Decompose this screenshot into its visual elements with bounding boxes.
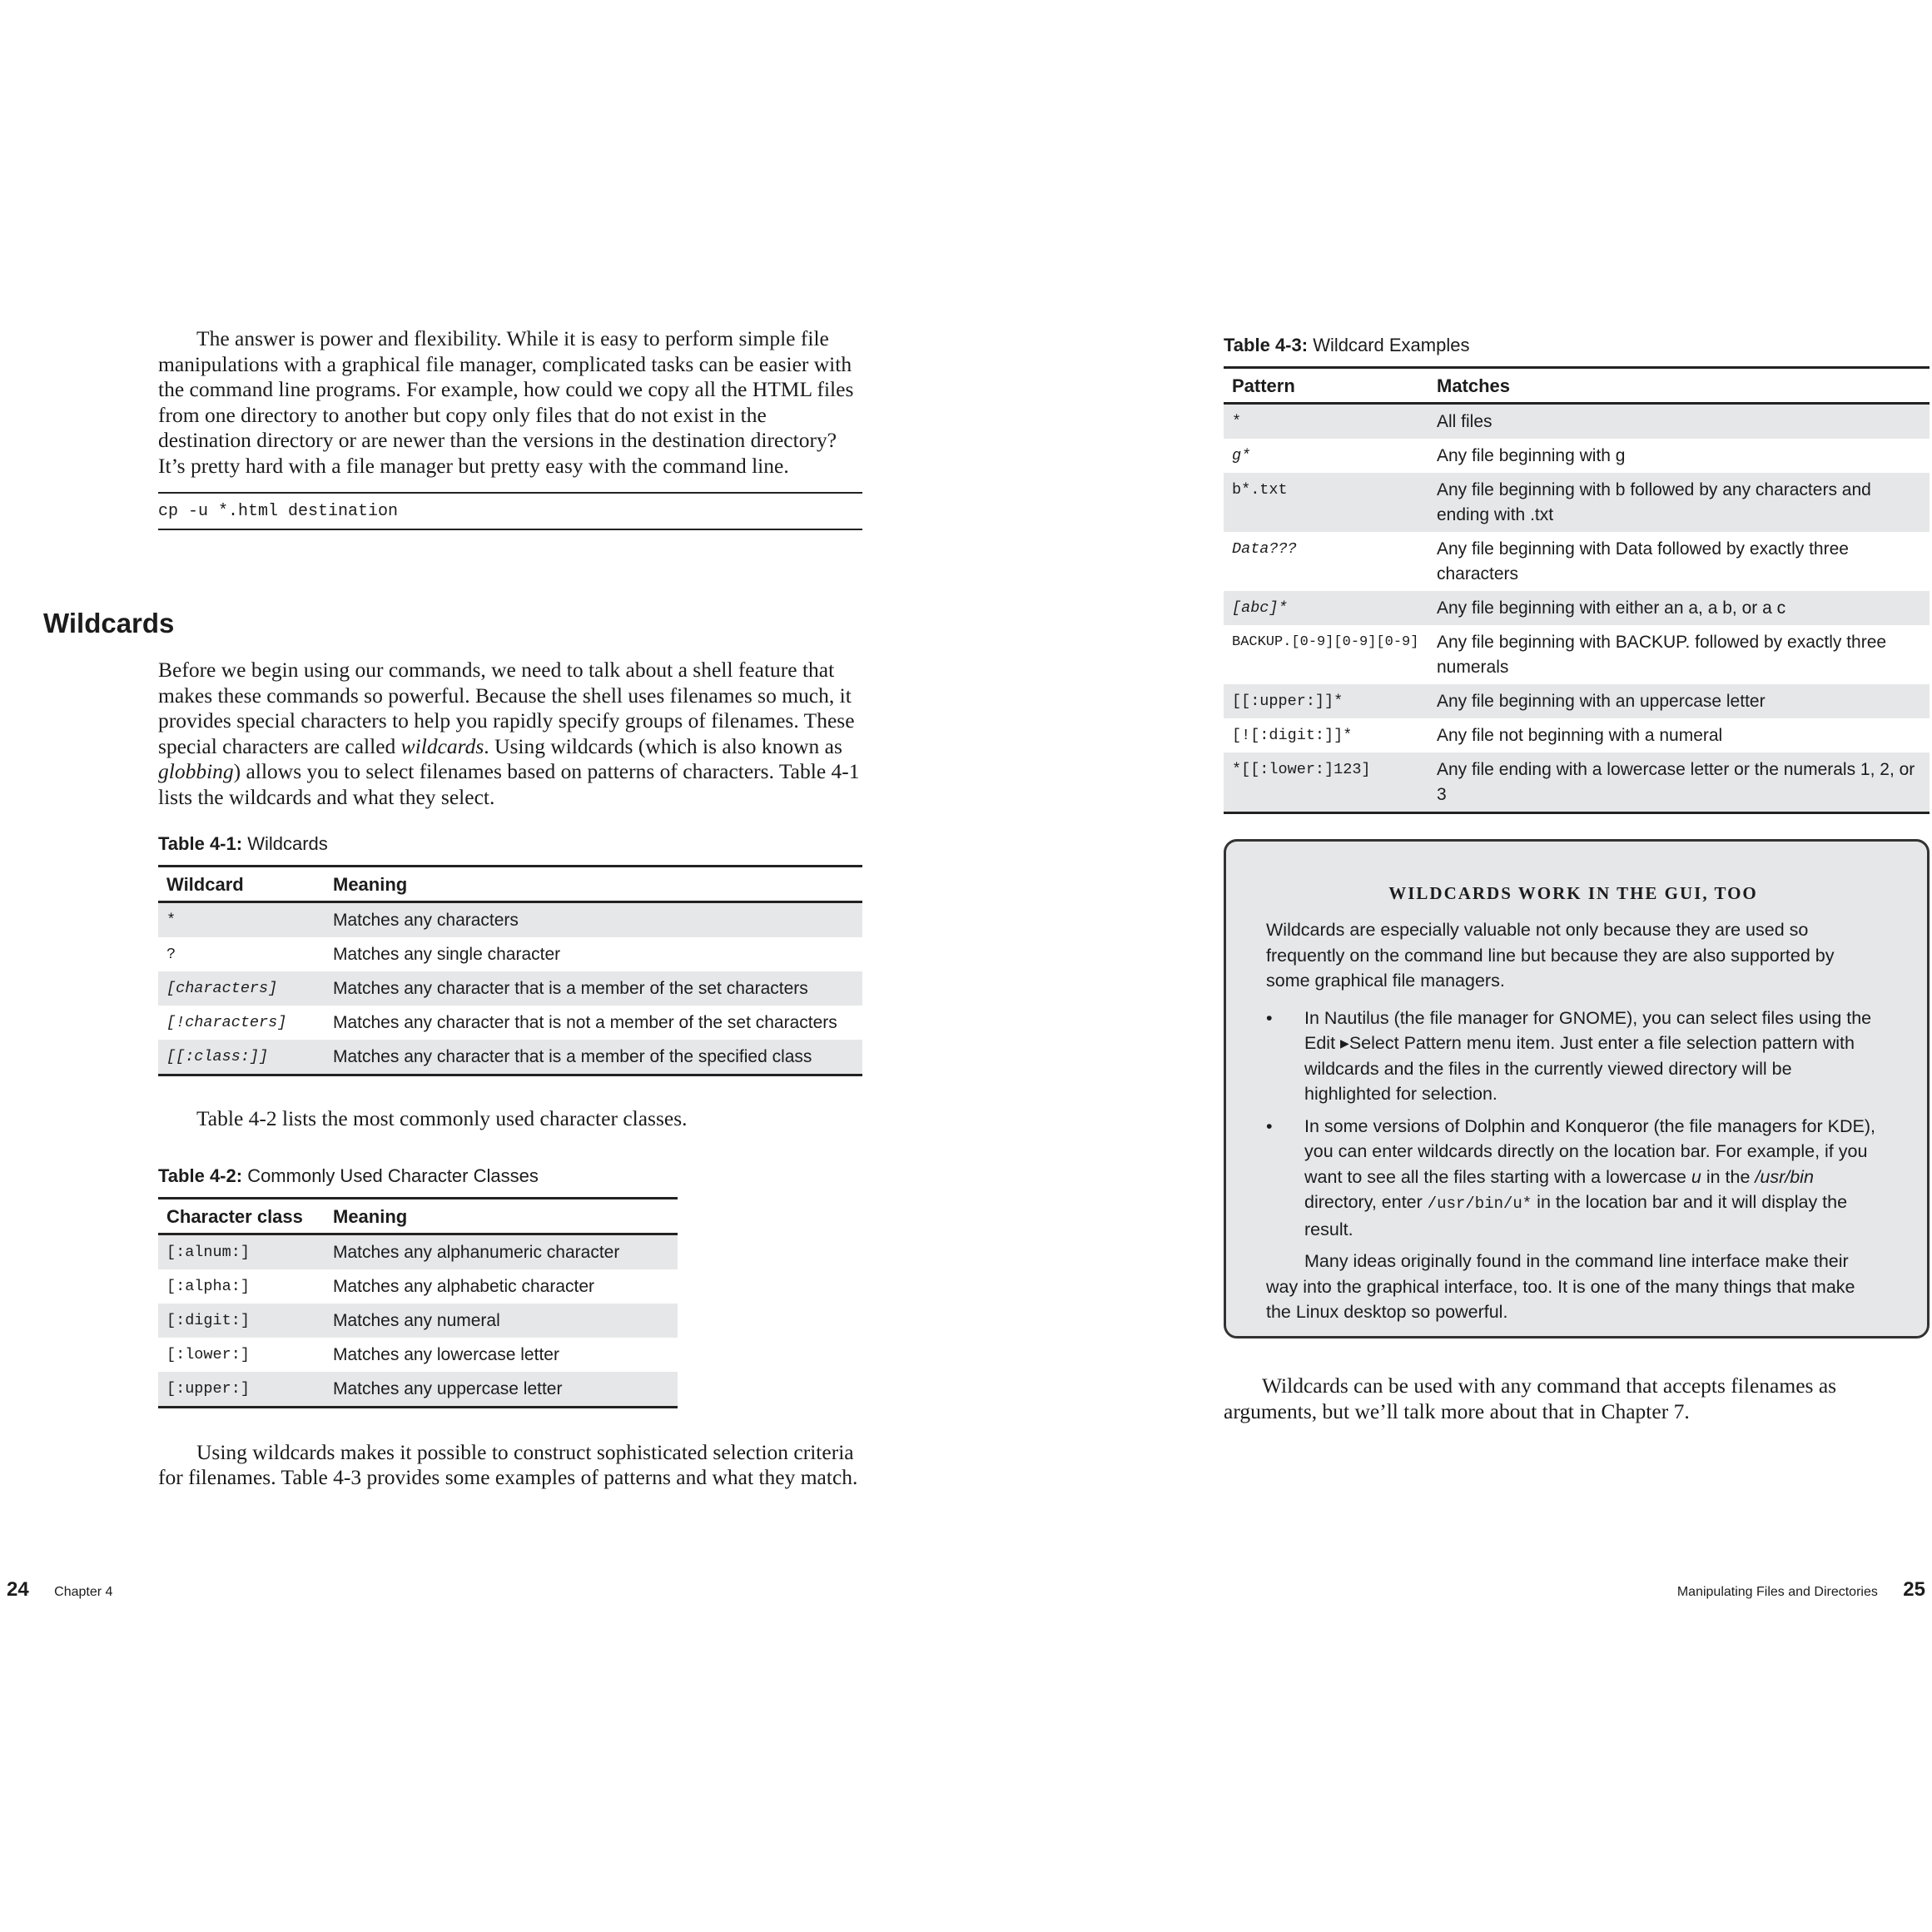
table-row bbox=[158, 1040, 862, 1075]
table-cell-pattern: BACKUP.[0-9][0-9][0-9] bbox=[1232, 634, 1419, 650]
right-footer bbox=[1677, 1578, 1925, 1602]
table-row bbox=[1224, 473, 1930, 532]
table-4-3-caption-label: Table 4-3: bbox=[1224, 335, 1309, 355]
table-cell-matches: Any file not beginning with a numeral bbox=[1437, 726, 1723, 745]
table-cell-pattern: b*.txt bbox=[1224, 473, 1428, 532]
table-cell-meaning: Matches any character that is a member of the specified class bbox=[325, 1040, 862, 1075]
wildcard-examples-table bbox=[1224, 366, 1930, 814]
table-cell-wildcard: [[:class:]] bbox=[158, 1040, 325, 1075]
table-header-row bbox=[158, 867, 862, 902]
sidebar-title: WILDCARDS WORK IN THE GUI, TOO bbox=[1388, 883, 1758, 903]
left-footer bbox=[7, 1578, 112, 1602]
table-row bbox=[1224, 684, 1930, 718]
table-cell-meaning: Matches any uppercase letter bbox=[325, 1372, 678, 1408]
table-4-3-caption bbox=[1224, 335, 1930, 356]
table-4-3-caption-title: Wildcard Examples bbox=[1313, 335, 1470, 355]
table-row bbox=[1224, 591, 1930, 625]
table-4-2-caption-title: Commonly Used Character Classes bbox=[247, 1165, 539, 1186]
table-cell-class: [:alpha:] bbox=[166, 1277, 250, 1295]
table-row bbox=[1224, 625, 1930, 684]
sidebar-box bbox=[1224, 839, 1930, 1338]
table-cell-matches: All files bbox=[1428, 404, 1930, 440]
table-header-row bbox=[1224, 368, 1930, 404]
table-cell-matches: Any file beginning with b followed by any characters and ending with .txt bbox=[1428, 473, 1930, 532]
section-heading-wildcards: Wildcards bbox=[43, 608, 175, 638]
table-cell-meaning: Matches any single character bbox=[333, 945, 561, 964]
page-number-right: 25 bbox=[1903, 1578, 1925, 1601]
column-header-meaning: Meaning bbox=[325, 1198, 678, 1234]
table-cell-class: [:alnum:] bbox=[158, 1234, 325, 1269]
closing-paragraph-right: Wildcards can be used with any command that accepts filenames as arguments, but we’ll talk more about that in Chapter 7. bbox=[1224, 1373, 1837, 1423]
column-header-pattern: Pattern bbox=[1224, 368, 1428, 404]
table-cell-pattern: g* bbox=[1232, 447, 1251, 464]
wildcards-paragraph-text-3: ) allows you to select filenames based on patterns of characters. Table 4-1 lists the wildcards and what they select. bbox=[158, 759, 860, 809]
table-cell-class: [:lower:] bbox=[166, 1345, 250, 1363]
table-4-2 bbox=[158, 1165, 678, 1408]
table-cell-matches: Any file beginning with BACKUP. followed by exactly three numerals bbox=[1437, 633, 1887, 677]
table-cell-meaning: Matches any alphanumeric character bbox=[325, 1234, 678, 1269]
globbing-term: globbing bbox=[158, 759, 234, 783]
bullet2-text-d: in the location bar and it will display the result. bbox=[1304, 1192, 1848, 1239]
table-cell-pattern: [[:upper:]]* bbox=[1224, 684, 1428, 718]
bullet1-text-a: In Nautilus (the file manager for GNOME), you can select files using the Edit bbox=[1304, 1007, 1872, 1053]
table-cell-pattern: Data??? bbox=[1232, 540, 1297, 558]
column-header-character-class: Character class bbox=[158, 1198, 325, 1234]
table-cell-matches: Any file beginning with either an a, a b, or a c bbox=[1428, 591, 1930, 625]
bullet2-code: /usr/bin/u* bbox=[1427, 1194, 1532, 1213]
table-row bbox=[1224, 532, 1930, 591]
table-cell-wildcard: [characters] bbox=[158, 971, 325, 1006]
code-example: cp -u *.html destination bbox=[158, 492, 862, 530]
table-cell-wildcard: ? bbox=[166, 946, 176, 963]
running-head-right: Manipulating Files and Directories bbox=[1676, 1585, 1878, 1599]
table-cell-meaning: Matches any characters bbox=[325, 902, 862, 938]
running-head-left: Chapter 4 bbox=[54, 1585, 113, 1599]
table-cell-class: [:upper:] bbox=[158, 1372, 325, 1408]
table-cell-matches: Any file beginning with an uppercase letter bbox=[1428, 684, 1930, 718]
table-4-1-caption-title: Wildcards bbox=[247, 833, 328, 854]
sidebar-outro: Many ideas originally found in the command line interface make their way into the graphical interface, too. It is one of the many things that make the Linux desktop so powerful. bbox=[1266, 1251, 1855, 1322]
left-page-column bbox=[158, 326, 862, 530]
bullet2-path: /usr/bin bbox=[1755, 1166, 1814, 1187]
table-row bbox=[158, 1338, 678, 1372]
table-cell-matches: Any file beginning with g bbox=[1437, 446, 1626, 465]
table-row bbox=[1224, 439, 1930, 473]
bullet1-text-b: Select Pattern menu item. Just enter a file selection pattern with wildcards and the files in the currently viewed directory will be highlighted for selection. bbox=[1304, 1033, 1855, 1104]
table-4-3 bbox=[1224, 335, 1930, 814]
table-4-2-caption-label: Table 4-2: bbox=[158, 1165, 243, 1186]
intro-paragraph: The answer is power and flexibility. While it is easy to perform simple file manipulations with a graphical file manager, complicated tasks can be easier with the command line programs. For example, how could we copy all the HTML files from one directory to another but copy only files that do not exist in the destination directory or are newer than the versions in the destination directory? It’s pretty hard with a file manager but pretty easy with the command line. bbox=[158, 326, 854, 478]
table-cell-pattern: *[[:lower:]123] bbox=[1224, 752, 1428, 813]
table-cell-wildcard: [!characters] bbox=[166, 1014, 287, 1031]
table-cell-pattern: [![:digit:]]* bbox=[1232, 727, 1353, 744]
bullet2-letter-u: u bbox=[1691, 1166, 1701, 1187]
column-header-meaning: Meaning bbox=[325, 867, 862, 902]
table-row bbox=[1224, 752, 1930, 813]
table-row bbox=[158, 1304, 678, 1338]
wildcards-paragraph-text-2: . Using wildcards (which is also known as bbox=[484, 733, 842, 758]
wildcards-section bbox=[158, 658, 862, 1491]
table-cell-meaning: Matches any character that is a member of the set characters bbox=[325, 971, 862, 1006]
table-row bbox=[1224, 718, 1930, 752]
table-cell-matches: Any file ending with a lowercase letter or the numerals 1, 2, or 3 bbox=[1428, 752, 1930, 813]
sidebar-list bbox=[1266, 1006, 1880, 1243]
table-cell-meaning: Matches any numeral bbox=[325, 1304, 678, 1338]
bullet-icon: • bbox=[1266, 1007, 1273, 1028]
menu-arrow-icon: ▸ bbox=[1340, 1033, 1349, 1053]
sidebar-intro: Wildcards are especially valuable not only because they are used so frequently on the command line but because they are also supported by some graphical file managers. bbox=[1266, 920, 1835, 991]
table-cell-matches: Any file beginning with Data followed by exactly three characters bbox=[1437, 539, 1849, 584]
column-header-wildcard: Wildcard bbox=[158, 867, 325, 902]
table-row bbox=[158, 1269, 678, 1304]
table-cell-meaning: Matches any alphabetic character bbox=[333, 1276, 595, 1296]
wildcards-paragraph bbox=[158, 658, 862, 810]
bullet2-text-b: in the bbox=[1701, 1166, 1756, 1187]
table-4-1-caption bbox=[158, 833, 862, 855]
wildcards-table bbox=[158, 865, 862, 1076]
bullet-icon: • bbox=[1266, 1115, 1273, 1136]
wildcards-paragraph-text-1: Before we begin using our commands, we need to talk about a shell feature that makes these commands so powerful. Because the shell uses filenames so much, it provides special characters to help you rapidly specify groups of filenames. These special characters are called bbox=[158, 658, 855, 758]
bullet2-text-c: directory, enter bbox=[1304, 1192, 1428, 1212]
table-row bbox=[158, 1372, 678, 1408]
list-item bbox=[1266, 1114, 1880, 1243]
table-row bbox=[158, 1006, 862, 1040]
page-number-left: 24 bbox=[7, 1578, 29, 1601]
table-row bbox=[1224, 404, 1930, 440]
closing-paragraph-left: Using wildcards makes it possible to construct sophisticated selection criteria for filenames. Table 4-3 provides some examples of patterns and what they match. bbox=[158, 1439, 858, 1489]
table-cell-meaning: Matches any lowercase letter bbox=[333, 1344, 559, 1364]
list-item bbox=[1266, 1006, 1880, 1107]
table-row bbox=[158, 902, 862, 938]
character-classes-table bbox=[158, 1197, 678, 1408]
bullet2-text-a: In some versions of Dolphin and Konqueror (the file managers for KDE), you can enter wildcards directly on the location bar. For example, if you want to see all the files starting with a lowercase bbox=[1304, 1115, 1875, 1187]
table-cell-class: [:digit:] bbox=[158, 1304, 325, 1338]
closing-paragraph-right-container bbox=[1224, 1373, 1930, 1424]
table-row bbox=[158, 937, 862, 971]
table-row bbox=[158, 971, 862, 1006]
column-header-matches: Matches bbox=[1428, 368, 1930, 404]
table-row bbox=[158, 1234, 678, 1269]
table-cell-meaning: Matches any character that is not a member of the set characters bbox=[333, 1013, 837, 1032]
table-4-1-caption-label: Table 4-1: bbox=[158, 833, 243, 854]
table-cell-pattern: * bbox=[1224, 404, 1428, 440]
table-cell-wildcard: * bbox=[158, 902, 325, 938]
table-header-row bbox=[158, 1198, 678, 1234]
wildcards-term: wildcards bbox=[400, 733, 484, 758]
table-4-2-intro: Table 4-2 lists the most commonly used character classes. bbox=[196, 1106, 688, 1130]
table-4-2-caption bbox=[158, 1165, 678, 1187]
table-cell-pattern: [abc]* bbox=[1224, 591, 1428, 625]
table-4-1 bbox=[158, 833, 862, 1076]
